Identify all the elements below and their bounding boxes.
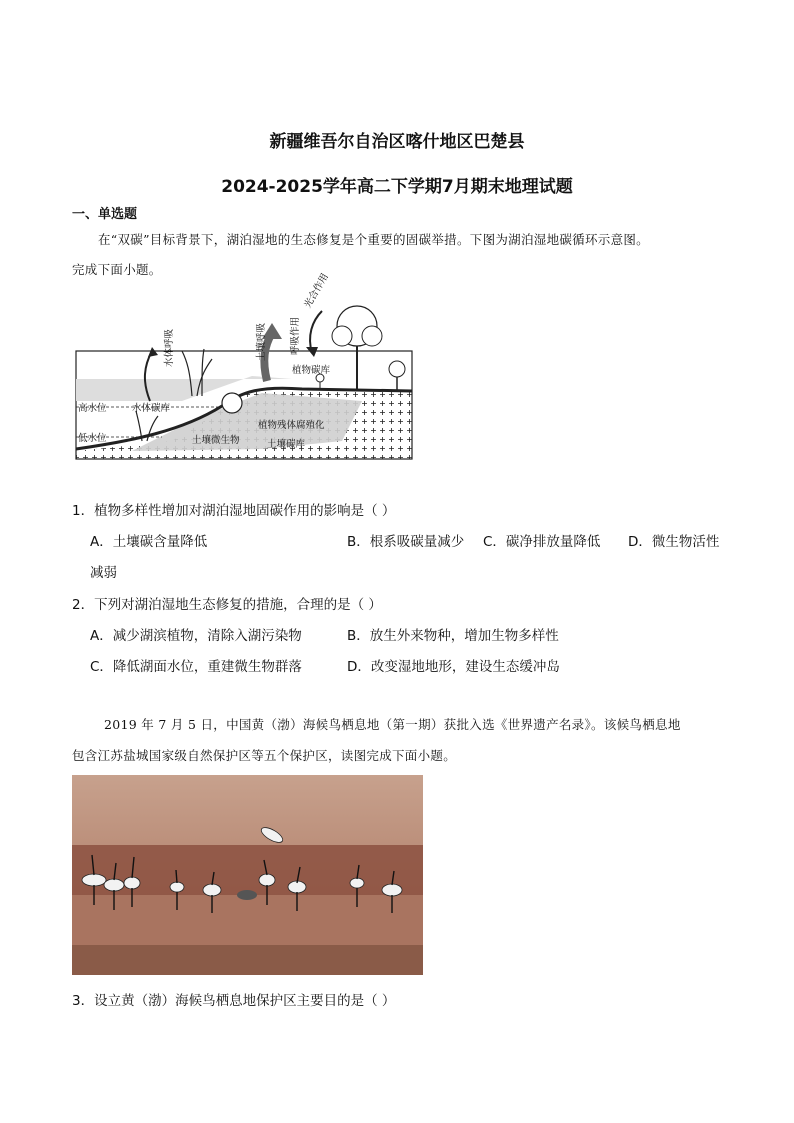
label-plant-residue: 植物残体腐殖化 [258, 420, 325, 431]
question-3-stem: 3．设立黄（渤）海候鸟栖息地保护区主要目的是（ ） [72, 993, 396, 1009]
q1-option-c: C．碳净排放量降低 [483, 534, 601, 550]
q2-option-d: D．改变湿地地形，建设生态缓冲岛 [347, 659, 560, 675]
photosynthesis-arrow [310, 311, 322, 353]
q1-option-a: A．土壤碳含量降低 [90, 534, 208, 550]
label-plant-carbon-pool: 植物碳库 [292, 365, 331, 376]
passage-2-line-1: 2019 年 7 月 5 日，中国黄（渤）海候鸟栖息地（第一期）获批入选《世界遗产名录》。该候鸟栖息地 [104, 717, 681, 732]
question-2-stem: 2．下列对湖泊湿地生态修复的措施，合理的是（ ） [72, 597, 382, 613]
q2-option-c: C．降低湖面水位，重建微生物群落 [90, 659, 302, 675]
title-line-1: 新疆维吾尔自治区喀什地区巴楚县 [269, 132, 525, 152]
section-heading: 一、单选题 [72, 207, 138, 222]
label-water-carbon-pool: 水体碳库 [132, 403, 171, 414]
label-soil-carbon-pool: 土壤碳库 [267, 439, 306, 450]
q1-option-d-continued: 减弱 [90, 565, 117, 581]
q1-option-d: D．微生物活性 [628, 534, 720, 550]
q2-option-b: B．放生外来物种，增加生物多样性 [347, 628, 559, 644]
label-photosynthesis: 光合作用 [302, 271, 331, 311]
q2-option-a: A．减少湖滨植物，清除入湖污染物 [90, 628, 302, 644]
tree-icon [316, 306, 405, 391]
label-soil-microbes: 土壤微生物 [192, 435, 240, 446]
crane-photo [72, 775, 423, 975]
passage-2-line-2: 包含江苏盐城国家级自然保护区等五个保护区，读图完成下面小题。 [72, 748, 457, 763]
passage-1-line-1: 在“双碳”目标背景下，湖泊湿地的生态修复是个重要的固碳举措。下图为湖泊湿地碳循环示意图。 [98, 232, 649, 247]
label-high-water: 高水位 [78, 403, 107, 414]
label-water-respiration: 水体呼吸 [164, 328, 175, 367]
question-1-stem: 1．植物多样性增加对湖泊湿地固碳作用的影响是（ ） [72, 503, 396, 519]
soil-microbe-icon [222, 393, 242, 413]
carbon-cycle-diagram [72, 271, 415, 461]
label-soil-respiration: 土壤呼吸 [256, 322, 267, 361]
label-low-water: 低水位 [78, 433, 107, 444]
title-line-2: 2024-2025学年高二下学期7月期末地理试题 [221, 177, 573, 197]
q1-option-b: B．根系吸碳量减少 [347, 534, 465, 550]
label-respiration: 呼吸作用 [290, 316, 301, 355]
passage-1-line-2: 完成下面小题。 [72, 262, 162, 277]
